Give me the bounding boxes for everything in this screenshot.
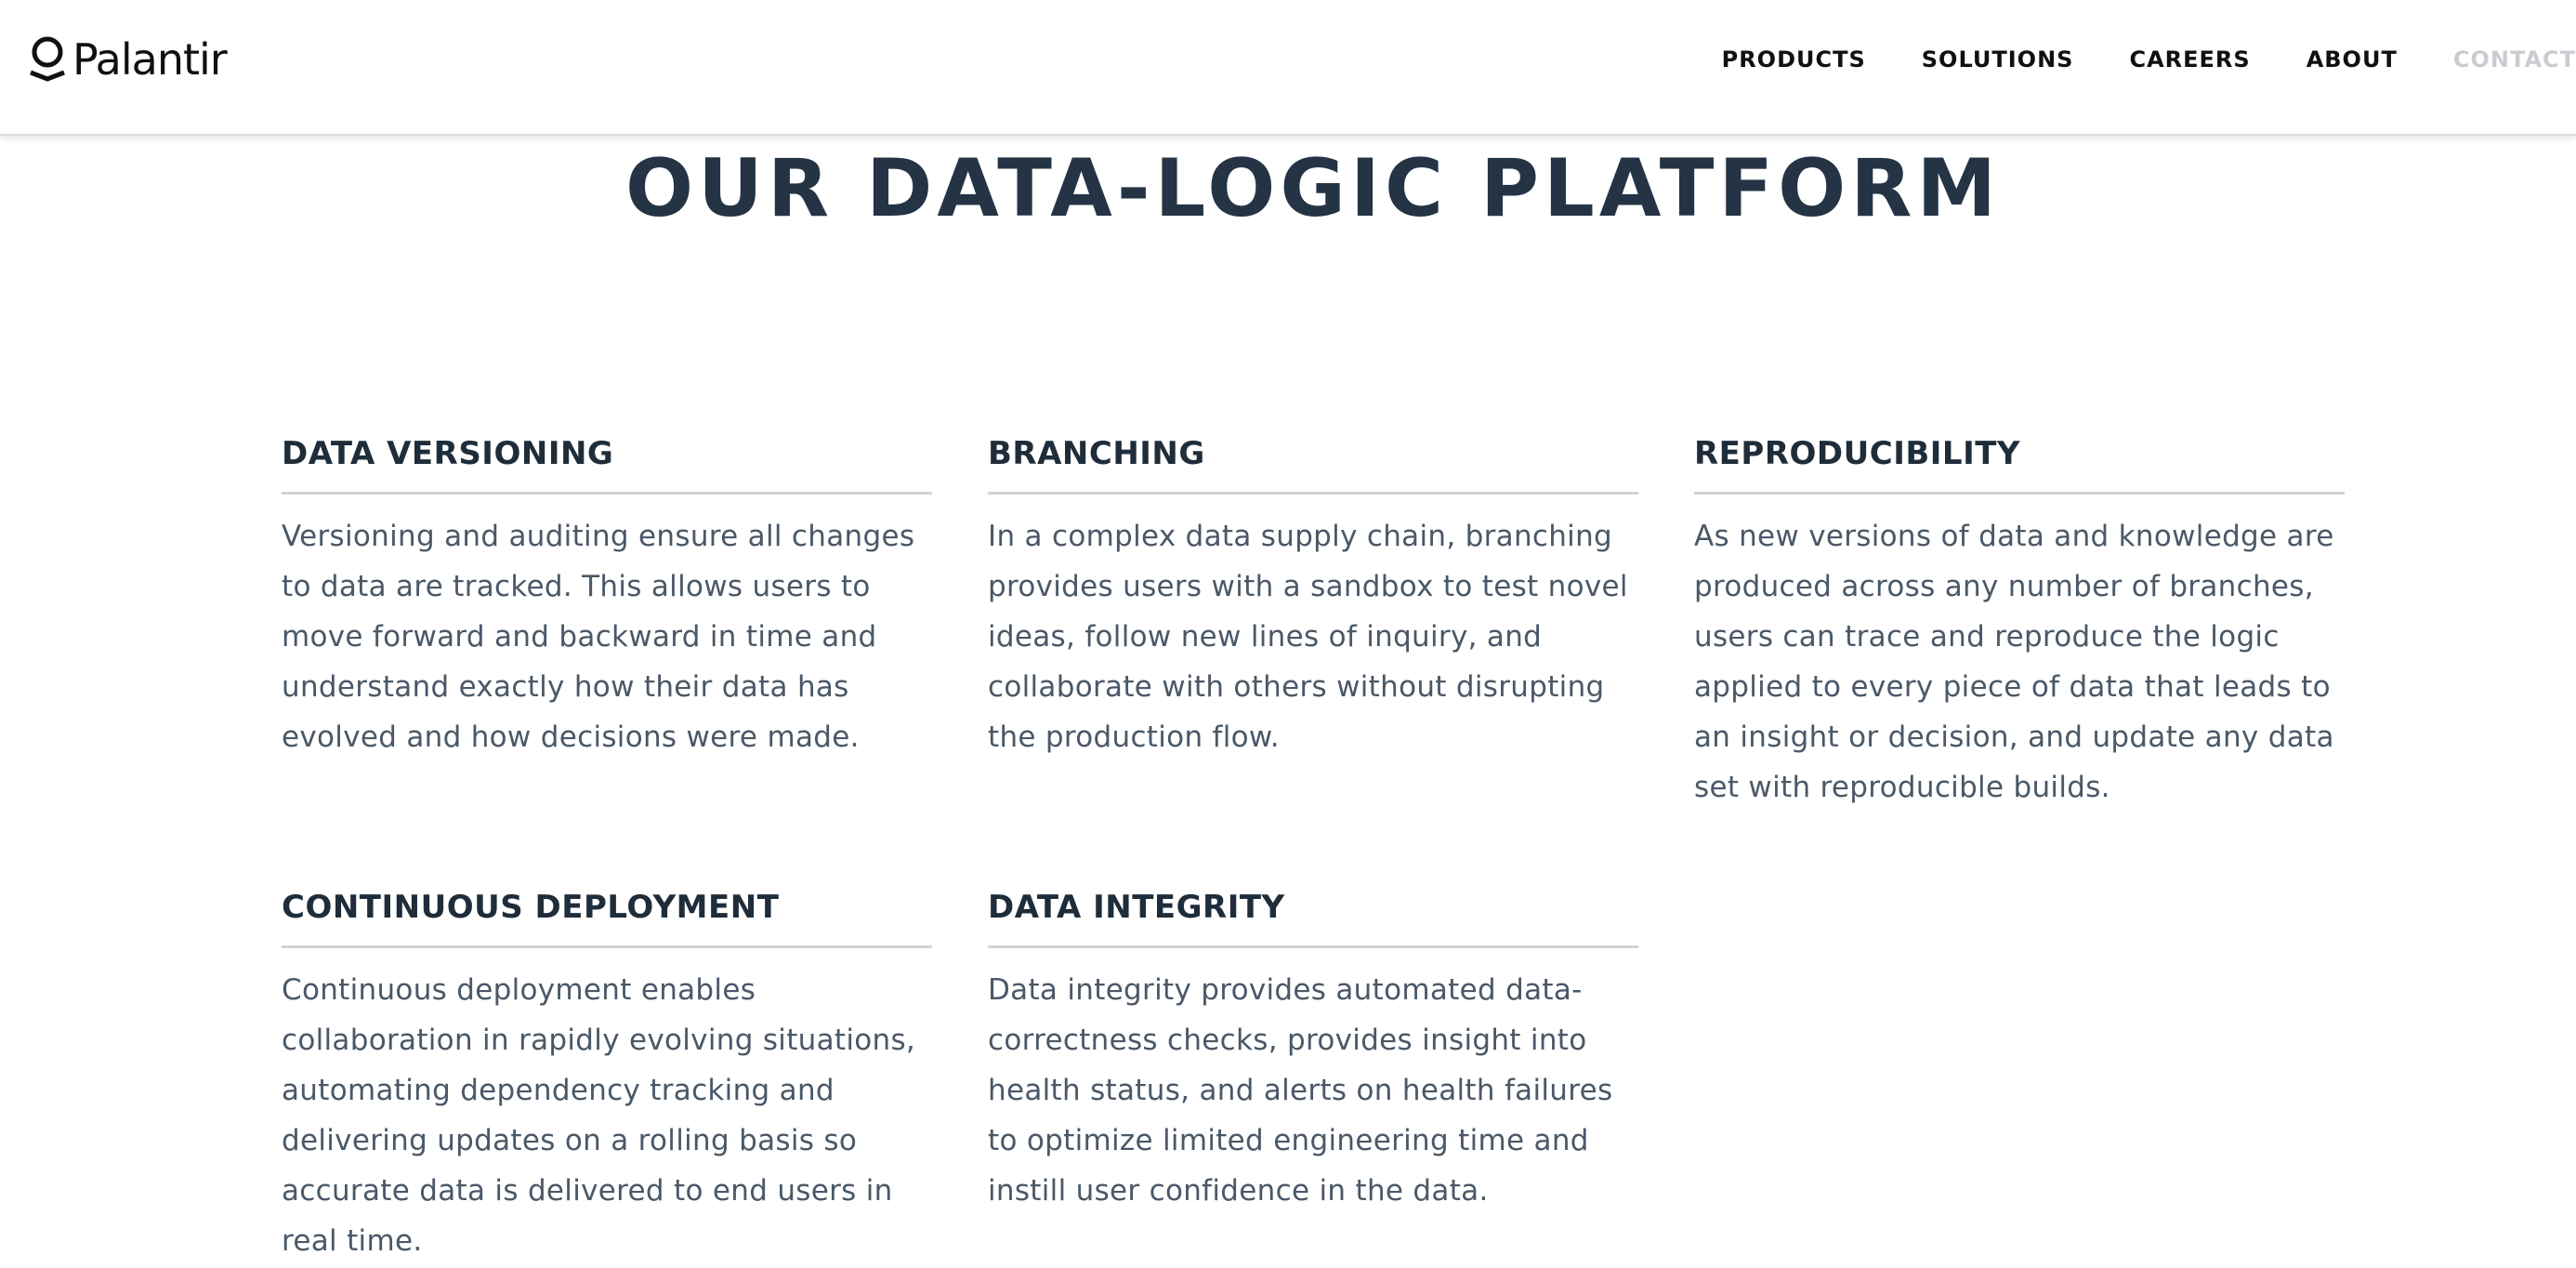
- main-nav: [1666, 46, 2576, 73]
- feature-title: DATA VERSIONING: [282, 433, 932, 495]
- nav-solutions[interactable]: SOLUTIONS: [1921, 46, 2074, 73]
- feature-description: Continuous deployment enables collaboration in rapidly evolving situations, automating dependency tracking and delivering updates on a rolling basis so accurate data is delivered to end users in real time.: [282, 973, 916, 1258]
- feature-title: BRANCHING: [988, 433, 1638, 495]
- feature-continuous-deployment: [282, 887, 932, 1266]
- feature-reproducibility: [1694, 433, 2345, 812]
- feature-branching: [988, 433, 1638, 762]
- feature-title: CONTINUOUS DEPLOYMENT: [282, 887, 932, 948]
- feature-data-versioning: [282, 433, 932, 762]
- feature-description: Data integrity provides automated data-correctness checks, provides insight into health status, and alerts on health failures to optimize limited engineering time and instill user confidence in the data.: [988, 973, 1613, 1208]
- feature-title: DATA INTEGRITY: [988, 887, 1638, 948]
- page-title: OUR DATA-LOGIC PLATFORM: [624, 142, 2002, 235]
- logo-text: Palantir: [72, 34, 227, 85]
- nav-about[interactable]: ABOUT: [2306, 46, 2398, 73]
- nav-careers[interactable]: CAREERS: [2129, 46, 2251, 73]
- nav-products[interactable]: PRODUCTS: [1721, 46, 1866, 73]
- palantir-logo-icon: [28, 35, 67, 84]
- feature-description: As new versions of data and knowledge are produced across any number of branches, users can trace and reproduce the logic applied to every piece of data that leads to an insight or decision, and update any data set with reproducible builds.: [1694, 520, 2334, 804]
- feature-description: Versioning and auditing ensure all changes to data are tracked. This allows users to move forward and backward in time and understand exactly how their data has evolved and how decisions were made.: [282, 520, 915, 754]
- feature-data-integrity: [988, 887, 1638, 1216]
- nav-contact[interactable]: CONTACT: [2452, 46, 2576, 73]
- site-header: [0, 0, 2576, 136]
- palantir-logo[interactable]: [28, 33, 227, 86]
- feature-title: REPRODUCIBILITY: [1694, 433, 2345, 495]
- feature-description: In a complex data supply chain, branching provides users with a sandbox to test novel ideas, follow new lines of inquiry, and collaborate with others without disrupting the production flow.: [988, 520, 1628, 754]
